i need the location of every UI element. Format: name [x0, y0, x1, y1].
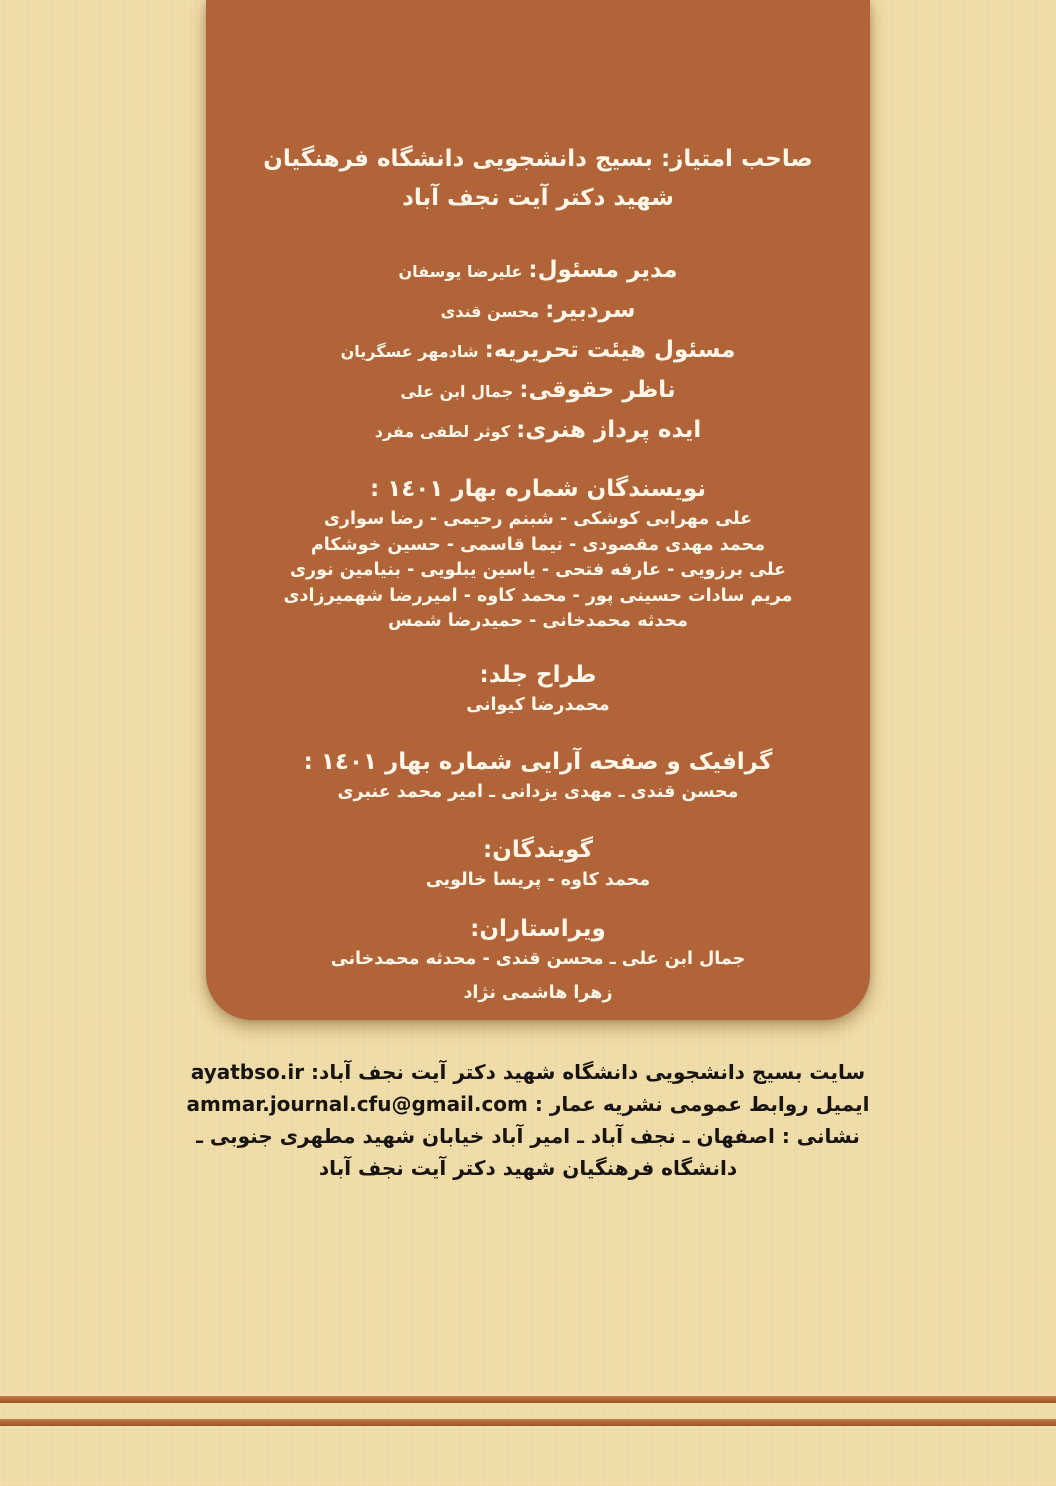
cover-designer-heading: طراح جلد:	[479, 661, 597, 688]
role-value: محسن قندی	[440, 302, 540, 321]
writers-line: علی برزویی - عارفه فتحی - یاسین یبلویی - بنیامین نوری	[290, 560, 786, 580]
publisher-line-2: شهید دکتر آیت نجف آباد	[402, 185, 674, 211]
bottom-rule-bottom	[0, 1419, 1056, 1426]
masthead-credits-box	[206, 0, 870, 1020]
role-label: ایده پرداز هنری:	[516, 417, 702, 443]
contact-footer	[0, 1056, 1056, 1184]
writers-line: محدثه محمدخانی - حمیدرضا شمس	[388, 611, 688, 631]
bottom-rule-top	[0, 1396, 1056, 1403]
role-value: جمال ابن علی	[400, 382, 514, 401]
role-label: سردبیر:	[545, 297, 636, 323]
editors-line: زهرا هاشمی نژاد	[463, 982, 613, 1003]
role-value: کوثر لطفی مفرد	[374, 422, 511, 441]
role-art-ideator	[206, 411, 870, 451]
role-editor-in-chief	[206, 291, 870, 331]
website-line: سایت بسیج دانشجویی دانشگاه شهید دکتر آیت نجف آباد: ayatbso.ir	[190, 1060, 866, 1084]
writers-line: علی مهرابی کوشکی - شبنم رحیمی - رضا سواری	[323, 509, 753, 529]
writers-line: محمد مهدی مقصودی - نیما قاسمی - حسین خوشکام	[310, 534, 766, 555]
cover-designer-name: محمدرضا کیوانی	[466, 694, 610, 715]
role-label: ناظر حقوقی:	[519, 377, 676, 403]
role-value: شادمهر عسگریان	[340, 342, 479, 361]
narrators-names: محمد کاوه - پریسا خالویی	[425, 869, 651, 890]
role-editorial-board-head	[206, 331, 870, 371]
role-label: مدیر مسئول:	[528, 257, 678, 283]
narrators-section	[206, 832, 870, 894]
publisher-line	[206, 140, 870, 179]
role-managing-director	[206, 251, 870, 291]
editors-line: جمال ابن علی ـ محسن قندی - محدثه محمدخانی	[330, 949, 746, 969]
email-line: ایمیل روابط عمومی نشریه عمار : ammar.journal.cfu@gmail.com	[186, 1092, 870, 1116]
narrators-heading: گویندگان:	[483, 836, 593, 863]
writers-line: مریم سادات حسینی پور - محمد کاوه - امیررضا شهمیرزادی	[283, 585, 793, 606]
editors-heading: ویراستاران:	[470, 916, 606, 942]
masthead-content	[206, 0, 870, 1006]
cover-designer-section	[206, 657, 870, 719]
graphics-layout-names: محسن قندی ـ مهدی یزدانی ـ امیر محمد عنبری	[337, 782, 739, 802]
address-line-2: دانشگاه فرهنگیان شهید دکتر آیت نجف آباد	[318, 1156, 738, 1180]
graphics-layout-heading: گرافیک و صفحه آرایی شماره بهار ١٤٠١ :	[303, 749, 773, 775]
address-line: نشانی : اصفهان ـ نجف آباد ـ امیر آباد خیابان شهید مطهری جنوبی ـ	[196, 1124, 860, 1148]
publisher-block	[206, 140, 870, 218]
writers-heading: نویسندگان شماره بهار ١٤٠١ :	[370, 476, 706, 502]
roles-block	[206, 251, 870, 451]
role-value: علیرضا یوسفان	[398, 262, 523, 281]
role-label: مسئول هیئت تحریریه:	[484, 337, 736, 363]
publisher-value: بسیج دانشجویی دانشگاه فرهنگیان	[263, 146, 653, 172]
publisher-label: صاحب امتیاز:	[660, 146, 813, 172]
writers-section	[206, 471, 870, 635]
editors-section	[206, 911, 870, 1006]
graphics-layout-section	[206, 744, 870, 806]
role-legal-supervisor	[206, 371, 870, 411]
